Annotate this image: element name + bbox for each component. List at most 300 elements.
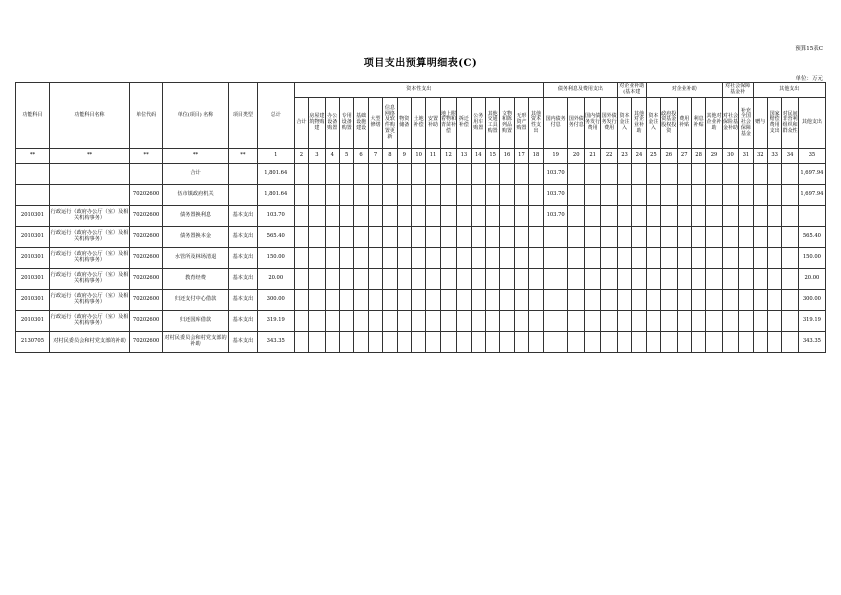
sub-header-24: 其他对企业补助 bbox=[632, 98, 646, 149]
cell-empty bbox=[457, 164, 471, 185]
cell-empty bbox=[706, 164, 722, 185]
header-func-code: 功能科目 bbox=[16, 83, 50, 149]
table-row bbox=[16, 248, 826, 269]
sub-header-29: 其他对企业补助 bbox=[706, 98, 722, 149]
cell-empty bbox=[753, 227, 767, 248]
cell-empty bbox=[368, 248, 382, 269]
cell-empty bbox=[500, 311, 514, 332]
cell-other-expense: 150.00 bbox=[798, 248, 825, 269]
cell-empty bbox=[691, 227, 705, 248]
sub-header-9: 物资储备 bbox=[397, 98, 411, 149]
sub-header-28: 利息补贴 bbox=[691, 98, 705, 149]
unit-label: 单位：万元 bbox=[795, 76, 823, 82]
cell-domestic-debt-interest bbox=[543, 290, 568, 311]
cell-empty bbox=[340, 248, 354, 269]
cell-empty bbox=[706, 248, 722, 269]
cell-empty bbox=[411, 290, 425, 311]
cell-empty bbox=[325, 332, 339, 353]
cell-empty bbox=[632, 206, 646, 227]
cell-empty bbox=[397, 185, 411, 206]
cell-empty bbox=[767, 164, 781, 185]
cell-domestic-debt-interest bbox=[543, 227, 568, 248]
cell-empty bbox=[529, 227, 544, 248]
table-row bbox=[16, 332, 826, 353]
sub-header-21: 国内债务发行费用 bbox=[584, 98, 600, 149]
cell-domestic-debt-interest bbox=[543, 269, 568, 290]
cell-empty bbox=[661, 206, 677, 227]
cell-empty bbox=[632, 269, 646, 290]
cell-project-type: 基本支出 bbox=[228, 269, 257, 290]
table-row bbox=[16, 311, 826, 332]
column-number: 24 bbox=[632, 149, 646, 164]
cell-empty bbox=[782, 185, 798, 206]
column-number: 19 bbox=[543, 149, 568, 164]
sub-header-10: 土地补偿 bbox=[411, 98, 425, 149]
cell-empty bbox=[485, 206, 499, 227]
column-number: 5 bbox=[340, 149, 354, 164]
cell-empty bbox=[677, 290, 691, 311]
sub-header-35: 其他支出 bbox=[798, 98, 825, 149]
table-row bbox=[16, 185, 826, 206]
cell-empty bbox=[383, 332, 397, 353]
sub-header-20: 国外债务付息 bbox=[568, 98, 584, 149]
column-number: 4 bbox=[325, 149, 339, 164]
cell-empty bbox=[368, 227, 382, 248]
cell-empty bbox=[500, 248, 514, 269]
cell-empty bbox=[354, 164, 368, 185]
cell-empty bbox=[706, 269, 722, 290]
column-number: 27 bbox=[677, 149, 691, 164]
cell-empty bbox=[397, 332, 411, 353]
sub-header-25: 资本金注入 bbox=[646, 98, 660, 149]
cell-empty bbox=[767, 206, 781, 227]
cell-empty bbox=[568, 269, 584, 290]
cell-empty bbox=[457, 311, 471, 332]
column-number: 15 bbox=[485, 149, 499, 164]
cell-empty bbox=[440, 185, 456, 206]
cell-empty bbox=[568, 290, 584, 311]
cell-unit-code: 70202600 bbox=[130, 206, 163, 227]
cell-empty bbox=[368, 164, 382, 185]
cell-empty bbox=[617, 311, 631, 332]
cell-empty bbox=[646, 185, 660, 206]
cell-empty bbox=[426, 185, 440, 206]
cell-empty bbox=[722, 164, 738, 185]
cell-empty bbox=[661, 332, 677, 353]
cell-empty bbox=[691, 311, 705, 332]
column-number: 11 bbox=[426, 149, 440, 164]
cell-func-name bbox=[49, 164, 129, 185]
cell-empty bbox=[767, 332, 781, 353]
cell-empty bbox=[706, 206, 722, 227]
cell-empty bbox=[368, 290, 382, 311]
cell-empty bbox=[500, 332, 514, 353]
cell-empty bbox=[722, 311, 738, 332]
cell-empty bbox=[294, 164, 308, 185]
cell-func-name bbox=[49, 185, 129, 206]
column-number: 34 bbox=[782, 149, 798, 164]
cell-empty bbox=[426, 164, 440, 185]
cell-empty bbox=[753, 248, 767, 269]
cell-empty bbox=[325, 164, 339, 185]
column-number: 13 bbox=[457, 149, 471, 164]
cell-func-code: 2010301 bbox=[16, 206, 50, 227]
sub-header-8: 信息网络及软件购置更新 bbox=[383, 98, 397, 149]
cell-unit-code: 70202600 bbox=[130, 227, 163, 248]
cell-empty bbox=[584, 206, 600, 227]
cell-empty bbox=[340, 290, 354, 311]
cell-empty bbox=[457, 332, 471, 353]
cell-empty bbox=[354, 206, 368, 227]
column-number: 25 bbox=[646, 149, 660, 164]
cell-empty bbox=[739, 206, 753, 227]
cell-project-type bbox=[228, 164, 257, 185]
cell-empty bbox=[457, 185, 471, 206]
cell-domestic-debt-interest bbox=[543, 311, 568, 332]
header-group-enterprise-subsidy: 对企业补助 bbox=[646, 83, 722, 98]
cell-empty bbox=[529, 290, 544, 311]
cell-empty bbox=[383, 185, 397, 206]
cell-empty bbox=[706, 311, 722, 332]
sub-header-12: 地上附着物和青苗补偿 bbox=[440, 98, 456, 149]
header-unit-name: 单位(项目) 名称 bbox=[163, 83, 229, 149]
cell-unit-name: 归还支付中心借款 bbox=[163, 290, 229, 311]
cell-empty bbox=[677, 185, 691, 206]
cell-empty bbox=[677, 311, 691, 332]
cell-domestic-debt-interest: 103.70 bbox=[543, 185, 568, 206]
cell-empty bbox=[354, 332, 368, 353]
cell-empty bbox=[767, 248, 781, 269]
cell-empty bbox=[646, 332, 660, 353]
cell-empty bbox=[632, 332, 646, 353]
cell-empty bbox=[325, 185, 339, 206]
cell-empty bbox=[514, 248, 528, 269]
cell-empty bbox=[440, 332, 456, 353]
cell-func-code: 2010301 bbox=[16, 290, 50, 311]
cell-empty bbox=[383, 290, 397, 311]
column-number-row bbox=[16, 149, 826, 164]
column-number: 1 bbox=[257, 149, 294, 164]
cell-empty bbox=[739, 332, 753, 353]
cell-empty bbox=[646, 311, 660, 332]
cell-empty bbox=[411, 248, 425, 269]
cell-unit-name: 水管所及林场清退 bbox=[163, 248, 229, 269]
sub-header-18: 其他资本性支出 bbox=[529, 98, 544, 149]
cell-domestic-debt-interest: 103.70 bbox=[543, 206, 568, 227]
cell-empty bbox=[691, 206, 705, 227]
cell-empty bbox=[739, 248, 753, 269]
cell-empty bbox=[354, 290, 368, 311]
cell-empty bbox=[411, 227, 425, 248]
cell-unit-name: 合计 bbox=[163, 164, 229, 185]
cell-total: 103.70 bbox=[257, 206, 294, 227]
header-group-other: 其他支出 bbox=[753, 83, 825, 98]
cell-empty bbox=[383, 269, 397, 290]
cell-empty bbox=[722, 185, 738, 206]
column-number: 33 bbox=[767, 149, 781, 164]
cell-empty bbox=[397, 311, 411, 332]
cell-total: 319.19 bbox=[257, 311, 294, 332]
cell-empty bbox=[325, 290, 339, 311]
cell-empty bbox=[354, 311, 368, 332]
cell-empty bbox=[309, 311, 325, 332]
column-number: ** bbox=[49, 149, 129, 164]
cell-empty bbox=[601, 206, 617, 227]
cell-project-type: 基本支出 bbox=[228, 227, 257, 248]
cell-empty bbox=[568, 164, 584, 185]
cell-total: 1,801.64 bbox=[257, 164, 294, 185]
cell-empty bbox=[440, 206, 456, 227]
cell-empty bbox=[471, 164, 485, 185]
cell-empty bbox=[440, 269, 456, 290]
cell-func-code: 2010301 bbox=[16, 311, 50, 332]
header-group-enterprise-capital: 对企业补助(基本建 bbox=[617, 83, 646, 98]
cell-other-expense bbox=[798, 206, 825, 227]
cell-empty bbox=[426, 269, 440, 290]
cell-empty bbox=[677, 332, 691, 353]
cell-total: 1,801.64 bbox=[257, 185, 294, 206]
sub-header-3: 房屋建筑物购建 bbox=[309, 98, 325, 149]
cell-empty bbox=[294, 332, 308, 353]
cell-empty bbox=[722, 332, 738, 353]
cell-empty bbox=[514, 185, 528, 206]
sub-header-15: 其他交通工具购置 bbox=[485, 98, 499, 149]
cell-empty bbox=[529, 164, 544, 185]
cell-empty bbox=[691, 290, 705, 311]
table-row bbox=[16, 290, 826, 311]
cell-empty bbox=[485, 269, 499, 290]
sub-header-19: 国内债务付息 bbox=[543, 98, 568, 149]
cell-empty bbox=[368, 206, 382, 227]
cell-empty bbox=[309, 269, 325, 290]
cell-empty bbox=[368, 185, 382, 206]
sub-header-11: 安置补助 bbox=[426, 98, 440, 149]
header-unit-code: 单位代码 bbox=[130, 83, 163, 149]
cell-unit-name: 教育经费 bbox=[163, 269, 229, 290]
cell-empty bbox=[617, 164, 631, 185]
cell-empty bbox=[500, 269, 514, 290]
cell-other-expense: 343.35 bbox=[798, 332, 825, 353]
cell-empty bbox=[397, 269, 411, 290]
column-number: 26 bbox=[661, 149, 677, 164]
cell-empty bbox=[325, 269, 339, 290]
cell-domestic-debt-interest bbox=[543, 248, 568, 269]
cell-project-type: 基本支出 bbox=[228, 332, 257, 353]
column-number: ** bbox=[228, 149, 257, 164]
cell-empty bbox=[782, 311, 798, 332]
cell-empty bbox=[294, 227, 308, 248]
cell-empty bbox=[500, 290, 514, 311]
cell-empty bbox=[485, 311, 499, 332]
cell-empty bbox=[294, 185, 308, 206]
cell-empty bbox=[514, 269, 528, 290]
cell-empty bbox=[661, 185, 677, 206]
page-title: 项目支出预算明细表(C) bbox=[363, 58, 478, 69]
cell-empty bbox=[471, 185, 485, 206]
cell-empty bbox=[739, 185, 753, 206]
cell-empty bbox=[340, 206, 354, 227]
cell-empty bbox=[457, 248, 471, 269]
column-number: ** bbox=[130, 149, 163, 164]
cell-empty bbox=[426, 332, 440, 353]
cell-empty bbox=[632, 290, 646, 311]
cell-empty bbox=[383, 164, 397, 185]
cell-empty bbox=[309, 248, 325, 269]
header-func-name: 功能科目名称 bbox=[49, 83, 129, 149]
cell-empty bbox=[632, 248, 646, 269]
column-number: 21 bbox=[584, 149, 600, 164]
cell-empty bbox=[383, 206, 397, 227]
column-number: 9 bbox=[397, 149, 411, 164]
table-row bbox=[16, 206, 826, 227]
cell-project-type: 基本支出 bbox=[228, 311, 257, 332]
cell-unit-code: 70202600 bbox=[130, 290, 163, 311]
cell-total: 565.40 bbox=[257, 227, 294, 248]
sub-header-5: 专用设备购置 bbox=[340, 98, 354, 149]
cell-empty bbox=[529, 269, 544, 290]
cell-empty bbox=[601, 227, 617, 248]
sub-header-23: 资本金注入 bbox=[617, 98, 631, 149]
cell-empty bbox=[340, 227, 354, 248]
cell-empty bbox=[457, 269, 471, 290]
cell-empty bbox=[426, 311, 440, 332]
cell-unit-code: 70202600 bbox=[130, 311, 163, 332]
cell-empty bbox=[514, 311, 528, 332]
cell-empty bbox=[722, 290, 738, 311]
cell-empty bbox=[485, 227, 499, 248]
cell-empty bbox=[691, 269, 705, 290]
cell-empty bbox=[584, 185, 600, 206]
cell-empty bbox=[753, 332, 767, 353]
column-number: 14 bbox=[471, 149, 485, 164]
cell-empty bbox=[782, 290, 798, 311]
sub-header-7: 大型修缮 bbox=[368, 98, 382, 149]
column-number: 3 bbox=[309, 149, 325, 164]
cell-total: 20.00 bbox=[257, 269, 294, 290]
cell-empty bbox=[568, 248, 584, 269]
cell-empty bbox=[340, 185, 354, 206]
cell-empty bbox=[782, 248, 798, 269]
cell-empty bbox=[397, 227, 411, 248]
sub-header-17: 无形资产购置 bbox=[514, 98, 528, 149]
cell-empty bbox=[471, 248, 485, 269]
cell-empty bbox=[767, 185, 781, 206]
cell-empty bbox=[397, 290, 411, 311]
cell-empty bbox=[584, 269, 600, 290]
cell-empty bbox=[309, 290, 325, 311]
cell-empty bbox=[340, 311, 354, 332]
cell-empty bbox=[632, 185, 646, 206]
cell-empty bbox=[617, 248, 631, 269]
cell-empty bbox=[340, 164, 354, 185]
cell-empty bbox=[485, 164, 499, 185]
cell-empty bbox=[753, 164, 767, 185]
cell-func-name: 对村民委员会和村党支部的补助 bbox=[49, 332, 129, 353]
header-total: 总计 bbox=[257, 83, 294, 149]
cell-empty bbox=[782, 332, 798, 353]
sub-header-14: 公务用车购置 bbox=[471, 98, 485, 149]
cell-empty bbox=[457, 290, 471, 311]
cell-empty bbox=[584, 311, 600, 332]
column-number: 12 bbox=[440, 149, 456, 164]
cell-func-code: 2010301 bbox=[16, 269, 50, 290]
cell-empty bbox=[325, 311, 339, 332]
cell-empty bbox=[584, 164, 600, 185]
cell-total: 300.00 bbox=[257, 290, 294, 311]
cell-empty bbox=[632, 227, 646, 248]
cell-empty bbox=[354, 227, 368, 248]
cell-empty bbox=[691, 185, 705, 206]
cell-func-name: 行政运行（政府办公厅（室）及相关机构事务） bbox=[49, 206, 129, 227]
column-number: ** bbox=[16, 149, 50, 164]
cell-empty bbox=[706, 227, 722, 248]
cell-empty bbox=[677, 269, 691, 290]
cell-func-name: 行政运行（政府办公厅（室）及相关机构事务） bbox=[49, 227, 129, 248]
header-group-debt: 债务利息及费用支出 bbox=[543, 83, 617, 98]
cell-total: 343.35 bbox=[257, 332, 294, 353]
cell-empty bbox=[471, 269, 485, 290]
column-number: 10 bbox=[411, 149, 425, 164]
cell-unit-name: 伍市镇政府机关 bbox=[163, 185, 229, 206]
cell-empty bbox=[440, 290, 456, 311]
column-number: 17 bbox=[514, 149, 528, 164]
cell-empty bbox=[646, 269, 660, 290]
cell-empty bbox=[691, 164, 705, 185]
cell-func-name: 行政运行（政府办公厅（室）及相关机构事务） bbox=[49, 269, 129, 290]
cell-empty bbox=[767, 269, 781, 290]
cell-empty bbox=[471, 227, 485, 248]
cell-empty bbox=[617, 206, 631, 227]
cell-empty bbox=[368, 269, 382, 290]
cell-empty bbox=[471, 332, 485, 353]
cell-empty bbox=[584, 248, 600, 269]
cell-empty bbox=[568, 311, 584, 332]
cell-empty bbox=[584, 332, 600, 353]
cell-empty bbox=[440, 311, 456, 332]
cell-empty bbox=[411, 185, 425, 206]
cell-empty bbox=[661, 269, 677, 290]
column-number: 28 bbox=[691, 149, 705, 164]
cell-empty bbox=[601, 332, 617, 353]
cell-empty bbox=[677, 248, 691, 269]
cell-empty bbox=[646, 227, 660, 248]
cell-empty bbox=[514, 227, 528, 248]
cell-empty bbox=[500, 206, 514, 227]
cell-func-code bbox=[16, 164, 50, 185]
cell-empty bbox=[325, 206, 339, 227]
cell-empty bbox=[485, 290, 499, 311]
cell-empty bbox=[294, 206, 308, 227]
cell-empty bbox=[309, 227, 325, 248]
cell-empty bbox=[646, 290, 660, 311]
cell-empty bbox=[340, 332, 354, 353]
budget-table bbox=[15, 82, 826, 353]
cell-empty bbox=[354, 248, 368, 269]
cell-domestic-debt-interest bbox=[543, 332, 568, 353]
cell-empty bbox=[767, 227, 781, 248]
cell-empty bbox=[646, 206, 660, 227]
cell-empty bbox=[411, 332, 425, 353]
cell-empty bbox=[368, 311, 382, 332]
cell-empty bbox=[753, 185, 767, 206]
cell-empty bbox=[309, 206, 325, 227]
cell-empty bbox=[706, 290, 722, 311]
sub-header-33: 国家赔偿费用支出 bbox=[767, 98, 781, 149]
cell-empty bbox=[485, 185, 499, 206]
cell-empty bbox=[739, 290, 753, 311]
column-number: 2 bbox=[294, 149, 308, 164]
column-number: 20 bbox=[568, 149, 584, 164]
